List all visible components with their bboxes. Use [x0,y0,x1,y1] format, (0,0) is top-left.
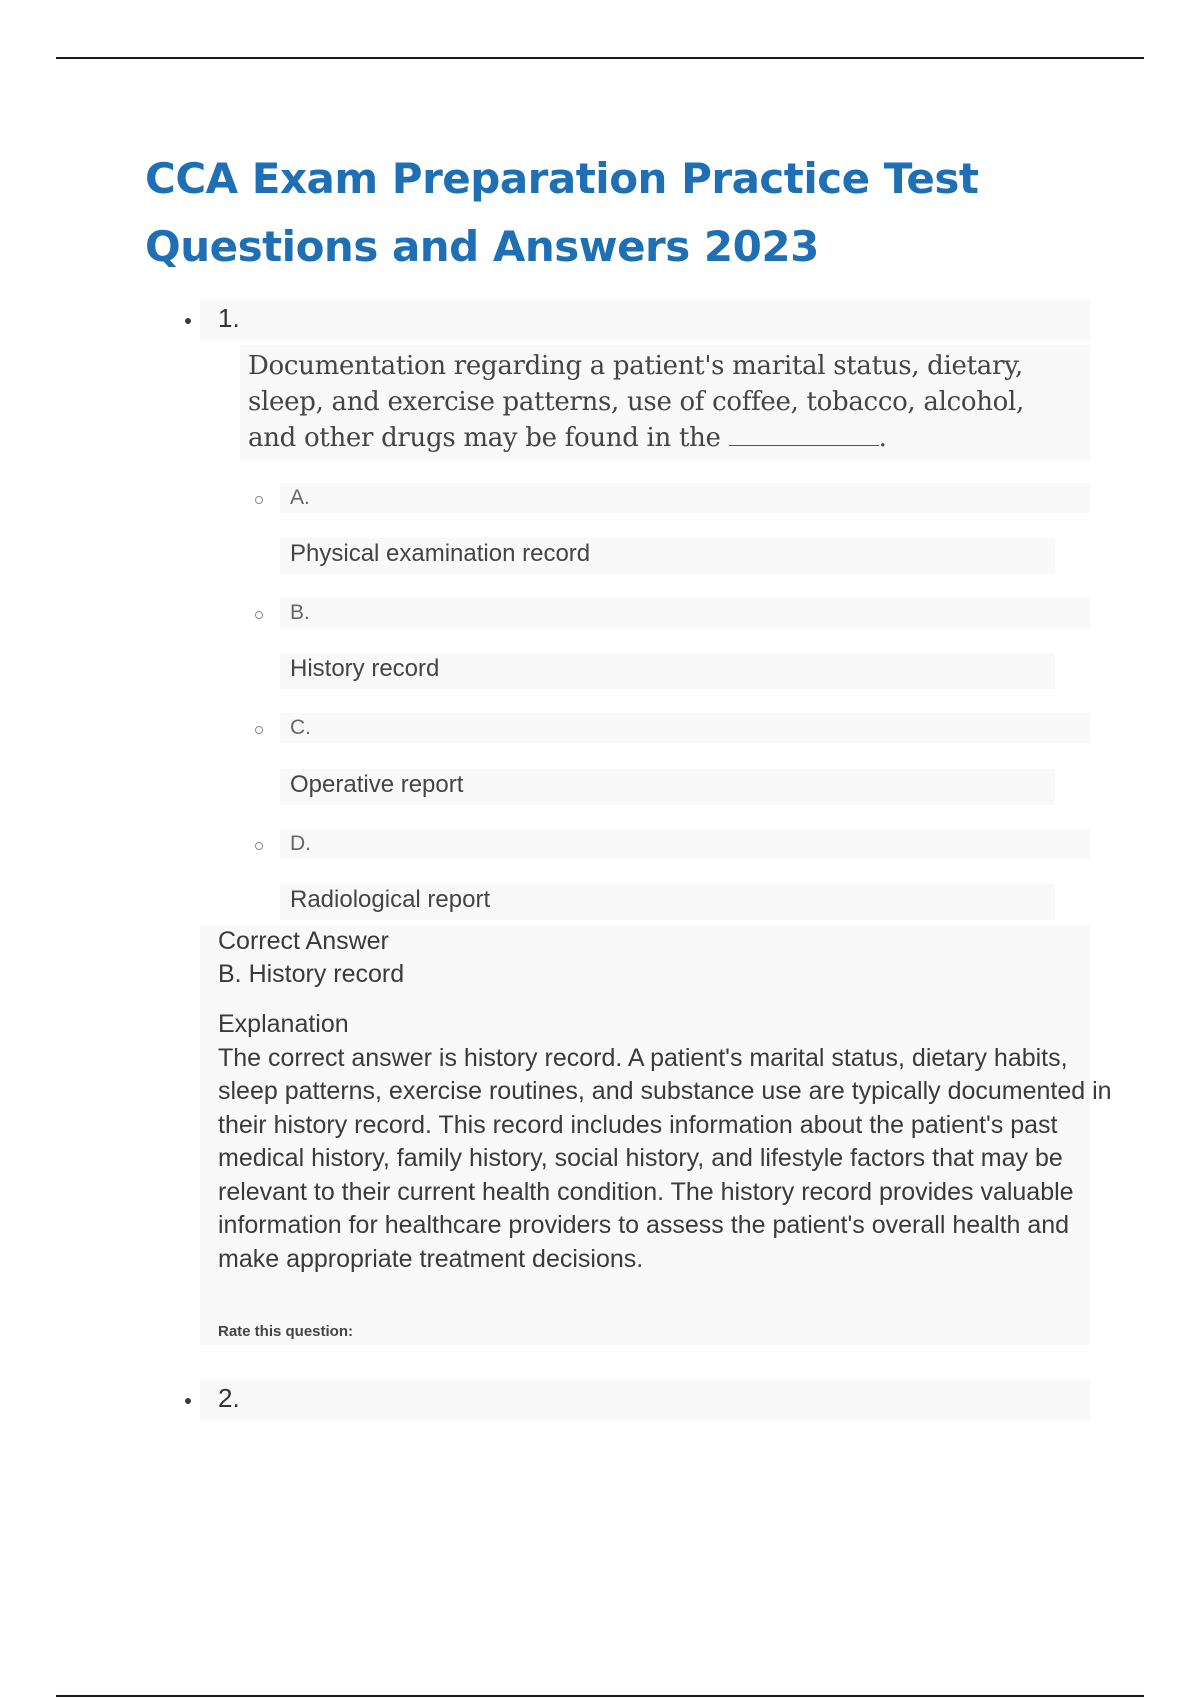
option-d-label: D. [290,832,311,855]
correct-answer-block [218,925,1118,991]
title-line-1: CCA Exam Preparation Practice Test [145,154,979,203]
option-b-circle-icon [255,611,263,619]
question-1-bullet [185,318,191,324]
title-line-2: Questions and Answers 2023 [145,222,819,271]
question-2-number: 2. [218,1383,240,1413]
question-1-number: 1. [218,303,240,333]
option-d-circle-icon [255,842,263,850]
correct-answer-heading: Correct Answer [218,927,389,955]
option-c-label: C. [290,716,311,739]
option-b-label: B. [290,601,310,624]
answer-blank [729,435,879,446]
option-c-text: Operative report [290,771,464,798]
header-divider [56,57,1144,59]
option-b-text: History record [290,655,440,682]
option-a-label-band [280,483,1090,513]
option-a-label: A. [290,486,310,509]
footer-divider [56,1695,1144,1697]
option-b-label-band [280,598,1090,628]
option-c-label-band [280,713,1090,743]
option-d-label-band [280,829,1090,859]
explanation-block [218,1008,1118,1276]
rate-question-label[interactable]: Rate this question: [218,1323,354,1340]
option-a-circle-icon [255,496,263,504]
option-c-circle-icon [255,726,263,734]
option-a-text: Physical examination record [290,540,591,567]
explanation-text: The correct answer is history record. A patient's marital status, dietary habits, sleep patterns, exercise routines, and substance use are typically documented in their history record. This record includes information about the patient's past medical history, family history, social history, and lifestyle factors that may be relevant to their current health condition. The history record provides valuable information for healthcare providers to assess the patient's overall health and make appropriate treatment decisions. [218,1043,1112,1273]
correct-answer-value: B. History record [218,960,405,988]
option-d-text: Radiological report [290,886,491,913]
question-2-bullet [185,1398,191,1404]
question-2-header-band [200,1380,1090,1420]
question-1-text: Documentation regarding a patient's marital status, dietary, sleep, and exercise patterns, use of coffee, tobacco, alcohol, and other drugs may be found in the . [248,351,1024,453]
explanation-heading: Explanation [218,1010,349,1038]
document-title [145,145,1045,281]
question-1-header-band [200,300,1090,340]
